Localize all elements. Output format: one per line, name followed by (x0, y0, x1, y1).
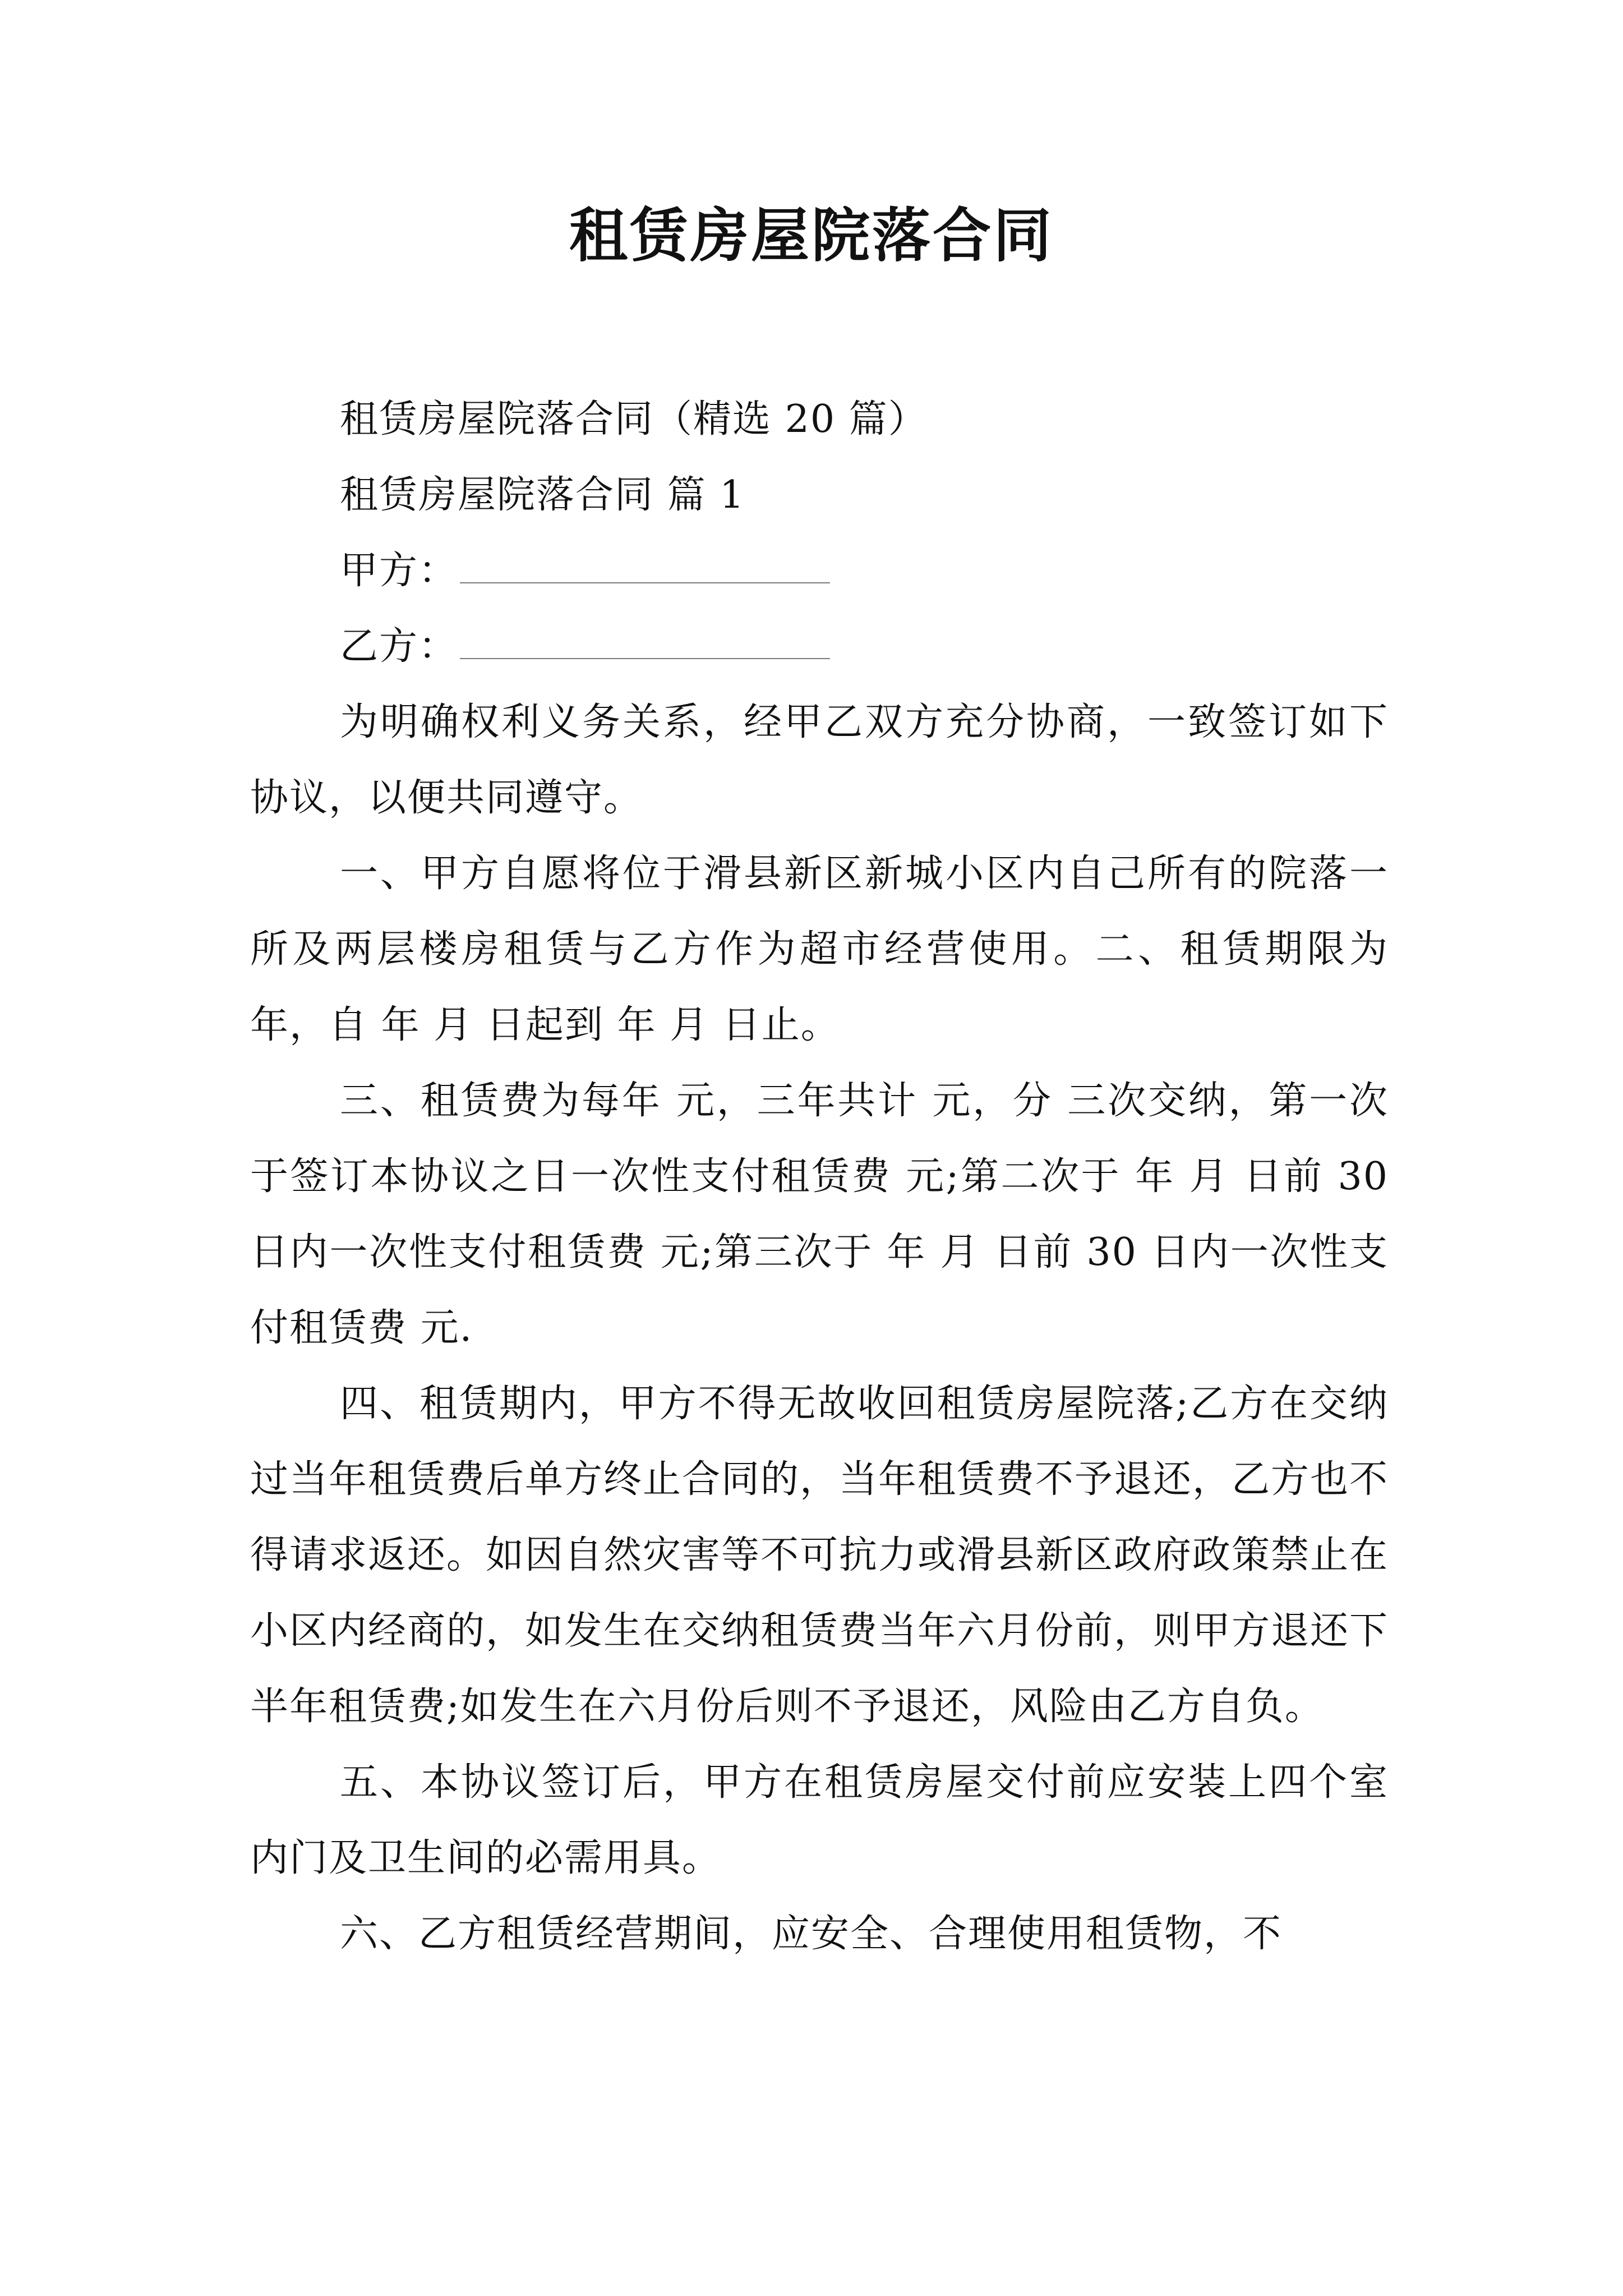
document-subtitle: 租赁房屋院落合同（精选 20 篇） (340, 397, 928, 441)
paragraph-clause-6: 六、乙方租赁经营期间，应安全、合理使用租赁物，不 (340, 1912, 1283, 1956)
paragraph-intro: 为明确权利义务关系，经甲乙双方充分协商，一致签订如下协议，以便共同遵守。 (250, 700, 1389, 820)
party-a-label: 甲方： (340, 549, 458, 593)
party-b-label: 乙方： (340, 624, 458, 669)
party-b-line (250, 609, 1389, 684)
party-a-line (250, 533, 1389, 609)
paragraph-clause-3: 三、租赁费为每年 元，三年共计 元，分 三次交纳，第一次于签订本协议之日一次性支付租赁费 元;第二次于 年 月 日前 30 日内一次性支付租赁费 元;第三次于 年 月 日前 30 日内一次性支付租赁费 元. (250, 1079, 1389, 1350)
paragraph-clause-5: 五、本协议签订后，甲方在租赁房屋交付前应安装上四个室内门及卫生间的必需用具。 (250, 1760, 1389, 1880)
document-title: 租赁房屋院落合同 (569, 201, 1054, 270)
document-body (250, 381, 1389, 1972)
section-heading: 租赁房屋院落合同 篇 1 (340, 473, 745, 517)
paragraph-clause-1-2: 一、甲方自愿将位于滑县新区新城小区内自己所有的院落一所及两层楼房租赁与乙方作为超市经营使用。二、租赁期限为 年，自 年 月 日起到 年 月 日止。 (250, 852, 1389, 1047)
party-a-blank-line (460, 549, 830, 583)
party-b-blank-line (460, 624, 830, 659)
paragraph-clause-4: 四、租赁期内，甲方不得无故收回租赁房屋院落;乙方在交纳过当年租赁费后单方终止合同的，当年租赁费不予退还，乙方也不得请求返还。如因自然灾害等不可抗力或滑县新区政府政策禁止在小区内经商的，如发生在交纳租赁费当年六月份前，则甲方退还下半年租赁费;如发生在六月份后则不予退还，风险由乙方自负。 (250, 1382, 1389, 1729)
